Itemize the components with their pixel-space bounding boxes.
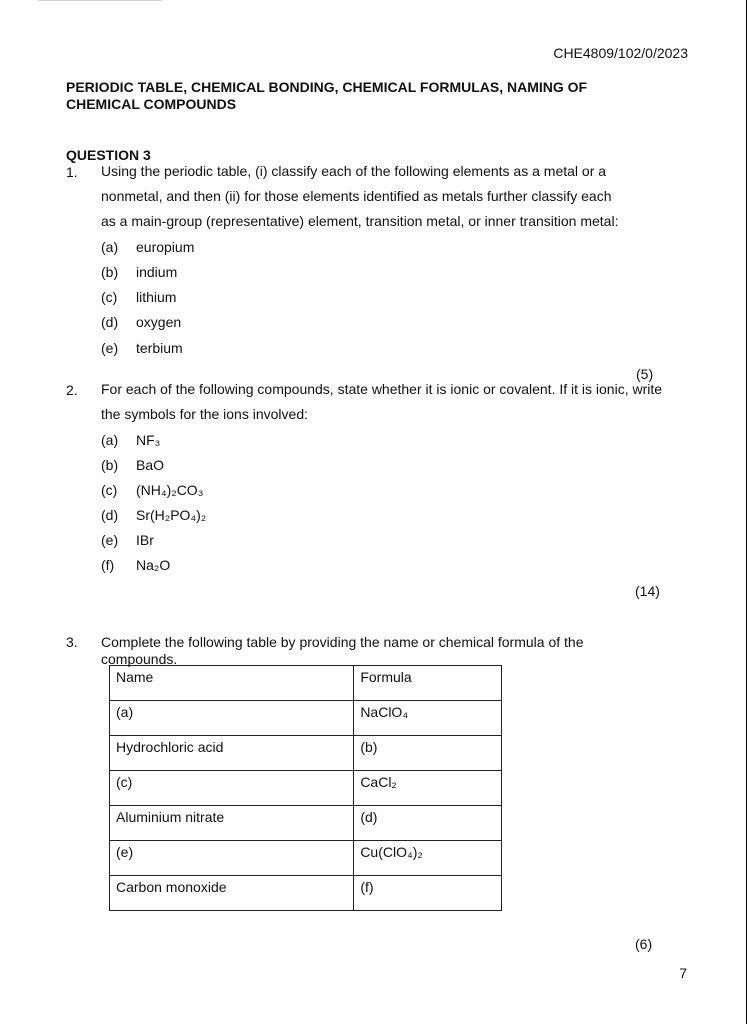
table-cell-name: (a) — [110, 701, 354, 736]
q1-item-text: terbium — [136, 340, 183, 356]
q2-item — [101, 482, 301, 502]
table-cell-formula: CaCl₂ — [354, 771, 502, 806]
q2-item-label: (d) — [101, 507, 119, 523]
q1-item-text: lithium — [136, 289, 177, 305]
table-row — [110, 876, 502, 911]
q1-item — [101, 340, 301, 360]
q2-item — [101, 432, 301, 452]
q2-text — [101, 377, 662, 427]
q1-item — [101, 289, 301, 309]
q2-item-text: BaO — [136, 457, 165, 473]
q1-line: nonmetal, and then (ii) for those elements identified as metals further classify each — [101, 188, 612, 204]
course-code: CHE4809/102/0/2023 — [553, 45, 688, 61]
q1-item-text: europium — [136, 239, 195, 255]
page-number: 7 — [679, 965, 687, 981]
table-cell-name: (c) — [110, 771, 354, 806]
q1-item-text: oxygen — [136, 314, 182, 330]
table-cell-formula: (d) — [354, 806, 502, 841]
q1-item — [101, 239, 301, 259]
q2-item-label: (b) — [101, 457, 119, 473]
q1-item-label: (b) — [101, 264, 119, 280]
q1-item-label: (d) — [101, 314, 119, 330]
section-heading-line1: PERIODIC TABLE, CHEMICAL BONDING, CHEMICAL FORMULAS, NAMING OF — [66, 79, 588, 95]
q2-marks: (14) — [635, 583, 660, 599]
q2-item — [101, 457, 301, 477]
q1-text — [101, 159, 618, 234]
q3-line: compounds. — [101, 651, 178, 667]
table-row — [110, 806, 502, 841]
table-cell-name: (e) — [110, 841, 354, 876]
top-tab-edge — [38, 0, 162, 1]
table-header-row — [110, 666, 502, 701]
q2-item — [101, 507, 301, 527]
q2-item — [101, 532, 301, 552]
table-row — [110, 771, 502, 806]
q2-item — [101, 557, 301, 577]
table-cell-formula: (b) — [354, 736, 502, 771]
q2-item-label: (e) — [101, 532, 119, 548]
q1-item — [101, 264, 301, 284]
section-heading-line2: CHEMICAL COMPOUNDS — [66, 96, 237, 112]
q1-marks: (5) — [636, 366, 654, 382]
q3-line: Complete the following table by providing the name or chemical formula of the — [101, 634, 584, 650]
q1-item — [101, 314, 301, 334]
q2-item-label: (a) — [101, 432, 119, 448]
table-cell-formula: Cu(ClO₄)₂ — [354, 841, 502, 876]
q3-marks: (6) — [635, 936, 653, 952]
q1-number: 1. — [66, 164, 78, 180]
q2-item-text: (NH₄)₂CO₃ — [136, 482, 204, 498]
table-cell-formula: NaClO₄ — [354, 701, 502, 736]
q1-item-label: (a) — [101, 239, 119, 255]
table-row — [110, 701, 502, 736]
q1-item-text: indium — [136, 264, 178, 280]
q2-line: the symbols for the ions involved: — [101, 406, 308, 422]
table-cell-name: Aluminium nitrate — [110, 806, 354, 841]
table-row — [110, 736, 502, 771]
q1-item-label: (c) — [101, 289, 118, 305]
q2-item-label: (c) — [101, 482, 118, 498]
q2-item-text: IBr — [136, 532, 154, 548]
q2-item-text: Na₂O — [136, 557, 171, 573]
section-heading — [66, 79, 587, 113]
question-title: QUESTION 3 — [66, 147, 151, 163]
q2-item-label: (f) — [101, 557, 115, 573]
q3-number: 3. — [66, 634, 78, 650]
table-header-formula: Formula — [354, 666, 502, 701]
q2-item-text: NF₃ — [136, 432, 161, 448]
table-cell-formula: (f) — [354, 876, 502, 911]
q3-text — [101, 634, 583, 668]
q1-line: as a main-group (representative) element, transition metal, or inner transition metal: — [101, 213, 619, 229]
q1-line: Using the periodic table, (i) classify each of the following elements as a metal or a — [101, 163, 607, 179]
compounds-table — [109, 665, 502, 911]
table-cell-name: Carbon monoxide — [110, 876, 354, 911]
table-header-name: Name — [110, 666, 354, 701]
q2-number: 2. — [66, 382, 78, 398]
q2-item-text: Sr(H₂PO₄)₂ — [136, 507, 207, 523]
q1-item-label: (e) — [101, 340, 119, 356]
table-cell-name: Hydrochloric acid — [110, 736, 354, 771]
table-row — [110, 841, 502, 876]
q2-line: For each of the following compounds, state whether it is ionic or covalent. If it is ionic, write — [101, 381, 663, 397]
